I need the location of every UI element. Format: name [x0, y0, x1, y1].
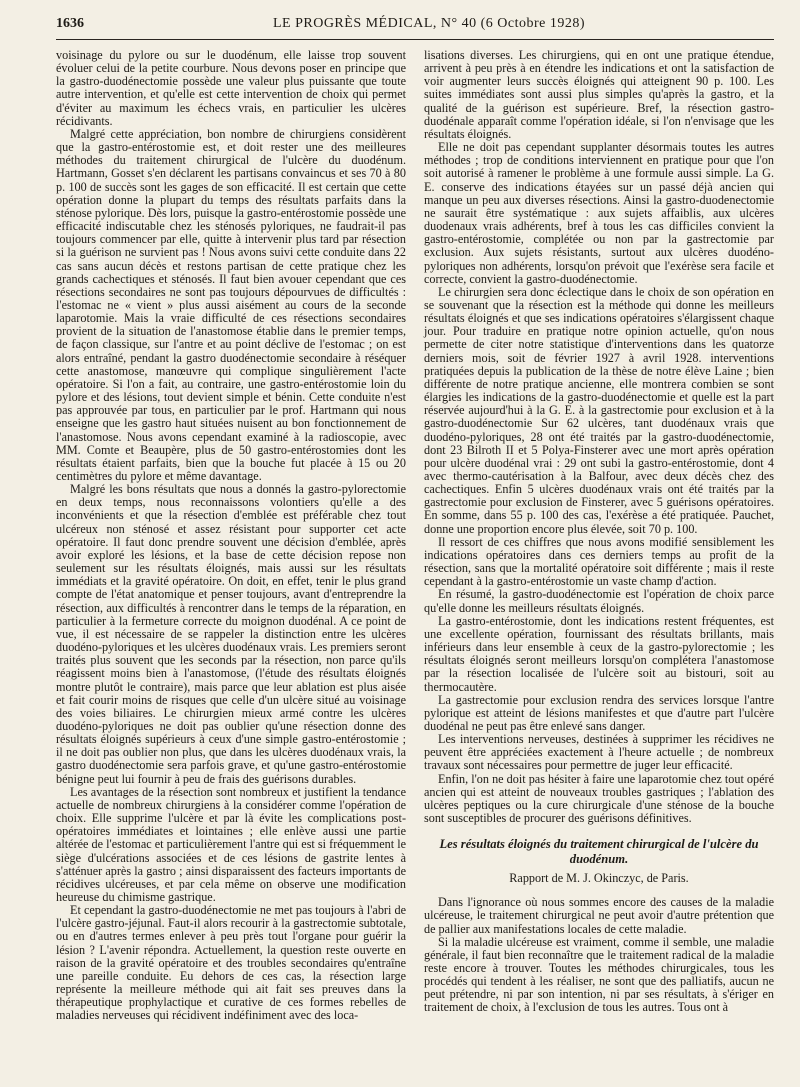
paragraph: Enfin, l'on ne doit pas hésiter à faire une laparotomie chez tout opéré ancien qui est atteint de nouveaux troubles gastriques ; l'ablation des ulcères peptiques ou la cure chirurgicale d'une sténose de la bouche sont susceptibles de procurer des guérisons définitives. [424, 771, 774, 826]
paragraph: Et cependant la gastro-duodénectomie ne met pas toujours à l'abri de l'ulcère gastro-jéjunal. Faut-il alors recourir à la gastrectomie subtotale, ou en d'autres termes enlever à peu près tout l'organe pour guérir la lésion ? L'avenir répondra. Actuellement, la question reste ouverte en raison de la gravité opératoire et des troubles secondaires qu'entraîne une pareille conduite. Eu dehors de ces cas, la résection large représente la meilleure méthode qui ait fait ses preuves dans la thérapeutique prophylactique et curative de ces formes rebelles de maladies nerveuses qui récidivent indéfiniment avec des loca- [56, 903, 406, 1023]
left-column [56, 49, 406, 1079]
section-author: Rapport de M. J. Okinczyc, de Paris. [509, 871, 689, 886]
paragraph: Dans l'ignorance où nous sommes encore des causes de la maladie ulcéreuse, le traitement chirurgical ne peut avoir d'autre prétention que de pallier aux manifestations locales de cette maladie. [424, 895, 774, 936]
paragraph: Les avantages de la résection sont nombreux et justifient la tendance actuelle de nombreux chirurgiens à la considérer comme l'opération de choix. Elle supprime l'ulcère et par là évite les complications post-opératoires immédiates et lointaines ; elle enlève aussi une partie altérée de l'estomac et particulièrement l'antre qui est si fréquemment le siège d'ulcérations associées et de ces lésions de gastrite lentes à s'atténuer après la gastro ; ainsi disparaissent des facteurs importants de récidives ulcéreuses, et par cela même on observe une modification heureuse du chimisme gastrique. [56, 784, 406, 904]
paragraph: La gastro-entérostomie, dont les indications restent fréquentes, est une excellente opération, fournissant des résultats brillants, mais inférieurs dans leur ensemble à ceux de la gastro-pylorectomie ; les résultats éloignés seront meilleurs lorsqu'on complétera l'anastomose par la résection localisée de l'ulcère soit au bistouri, soit au thermocautère. [424, 613, 774, 694]
paragraph: Elle ne doit pas cependant supplanter désormais toutes les autres méthodes ; trop de conditions interviennent en pratique pour que l'on soit autorisé à ramener le problème à une formule aussi simple. La G. E. conserve des indications étayées sur un passé déjà ancien qui manque un peu aux diverses résections. Ainsi la gastro-duodenectomie ne saurait être systématique : aux sujets affaiblis, aux ulcères duodenaux vrais adhérents, bref à tous les cas difficiles convient la gastro-entérostomie, complétée ou non par la gastrectomie par exclusion. Aux sujets résistants, surtout aux ulcères duodéno-pyloriques non adhérents, lorsqu'on prévoit que l'exérèse sera facile et correcte, convient la gastro-duodénectomie. [424, 140, 774, 286]
page-number: 1636 [56, 16, 84, 31]
paragraph: En résumé, la gastro-duodénectomie est l'opération de choix parce qu'elle donne les meilleurs résultats éloignés. [424, 587, 774, 615]
paragraph: Si la maladie ulcéreuse est vraiment, comme il semble, une maladie générale, il faut bien reconnaître que le traitement radical de la maladie reste encore à trouver. Toutes les méthodes chirurgicales, tous les procédés qui tendent à les réaliser, ne sont que des palliatifs, aucun ne peut prétendre, ni par son intention, ni par ses résultats, à s'ériger en traitement de choix, à l'exclusion de tous les autres. Tous ont à [424, 934, 774, 1015]
journal-title: LE PROGRÈS MÉDICAL, N° 40 (6 Octobre 1928) [272, 16, 586, 31]
paragraph: Les interventions nerveuses, destinées à supprimer les récidives ne peuvent être appréciées exactement à l'heure actuelle ; de nombreux travaux sont nécessaires pour permettre de juger leur efficacité. [424, 732, 774, 773]
paragraph: voisinage du pylore ou sur le duodénum, elle laisse trop souvent évoluer celui de la petite courbure. Nous devons poser en principe que la gastro-duodénectomie possède une valeur plus puissante que toute autre intervention, et qu'elle est cette intervention de choix qui permet d'éviter au maximum les échecs vrais, en particulier les ulcères récidivants. [56, 49, 406, 128]
paragraph: Il ressort de ces chiffres que nous avons modifié sensiblement les indications opératoires dans ces derniers temps au profit de la résection, sans que la mortalité opératoire soit différente ; mais il reste cependant à la gastro-entérostomie un vaste champ d'action. [424, 534, 774, 589]
text-columns [56, 49, 774, 1079]
running-header [56, 16, 774, 36]
paragraph: Malgré les bons résultats que nous a donnés la gastro-pylorectomie en deux temps, nous reconnaissons volontiers qu'elle a des inconvénients et que la résection d'emblée est préférable chez tout ulcéreux non sténosé et assez résistant pour supporter cet acte opératoire. Il faut donc prendre souvent une décision d'emblée, après avoir exploré les lésions, et la base de cette décision repose non seulement sur les résultats éloignés, mais aussi sur les résultats immédiats et la gravité opératoire. On doit, en effet, tenir le plus grand compte de l'état anatomique et penser toujours, avant d'entreprendre la résection, aux difficultés à rencontrer dans le temps de la réparation, en particulier à la fermeture correcte du moignon duodénal. A ce point de vue, il est nécessaire de se rappeler la distinction entre les ulcères duodéno-pyloriques et les ulcères duodénaux vrais. Les premiers seront traités plus souvent que les seconds par la résection, non parce qu'ils réagissent moins bien à l'anastomose, (l'étude des résultats éloignés montre plutôt le contraire), mais parce que leur ablation est plus aisée et fait courir moins de risques que celle d'un ulcère situé au voisinage des voies biliaires. Le chirurgien mieux armé contre les ulcères duodéno-pyloriques ne doit pas oublier qu'une résection donne des résultats éloignés supérieurs à ceux d'une simple gastro-entérostomie ; il ne doit pas oublier non plus, que dans les ulcères duodénaux vrais, la gastro duodénectomie sera parfois grave, et qu'une gastro-entérostomie bénigne peut lui fournir à peu de frais des guérisons durables. [56, 482, 406, 786]
right-column [424, 49, 774, 1079]
paragraph: La gastrectomie pour exclusion rendra des services lorsque l'antre pylorique est atteint de lésions manifestes et que d'autre part l'ulcère duodénal ne peut pas être enlevé sans danger. [424, 692, 774, 733]
header-rule [56, 39, 774, 40]
paragraph: lisations diverses. Les chirurgiens, qui en ont une pratique étendue, arrivent à peu près à en étendre les indications et ont la satisfaction de voir augmenter leurs succès éloignés qui atteignent 90 p. 100. Les suites immédiates sont aussi plus simples qu'après la gastro, et la qualité de la guérison est supérieure. Bref, la résection gastro-duodénale apparaît comme l'opération idéale, si l'on n'envisage que les résultats éloignés. [424, 49, 774, 141]
paragraph: Le chirurgien sera donc éclectique dans le choix de son opération en se souvenant que la résection est la méthode qui donne les meilleurs résultats éloignés et que ses indications opératoires s'élargissent chaque jour. Pour traduire en pratique notre opinion actuelle, qu'on nous permette de citer notre statistique d'interventions dans les quatorze derniers mois, soit de février 1927 à avril 1928. interventions pratiquées depuis la publication de la thèse de notre élève Laine ; bien différente de notre pratique ancienne, elle montrera combien se sont élargies les indications de la gastro-duodénectomie et quelle est la part réservée aujourd'hui à la G. E. à la gastrectomie pour exclusion et à la gastro-duodénectomie Sur 62 ulcères, tant duodénaux vrais que duodéno-pyloriques, 28 ont été traités par la gastro-duodénectomie, dont 23 Bilroth II et 5 Polya-Finsterer avec une mort après opération pour ulcère duodénal vrai : 29 ont subi la gastro-entérostomie, dont 4 avec thermo-cautérisation à la Balfour, avec deux décès chez des cachectiques. Enfin 5 ulcères duodénaux vrais ont été traités par la gastrectomie pour exclusion de Finsterer, avec 5 guérisons opératoires. En somme, dans 55 p. 100 des cas, l'exérèse a été pratiquée. Pauchet, donne une proportion encore plus élevée, soit 70 p. 100. [424, 284, 774, 536]
section-title: Les résultats éloignés du traitement chirurgical de l'ulcère du duodénum. [439, 837, 759, 867]
paragraph: Malgré cette appréciation, bon nombre de chirurgiens considèrent que la gastro-entérostomie est, et doit rester une des meilleures méthodes du traitement chirurgical de l'ulcère du duodénum. Hartmann, Gosset s'en déclarent les partisans convaincus et ses 70 à 80 p. 100 de succès sont les gages de son efficacité. Il est certain que cette opération donne la plupart du temps des résultats parfaits dans la sténose pylorique. Dès lors, puisque la gastro-entérostomie possède une efficacité indiscutable chez les sténosés pyloriques, ne faudrait-il pas toujours commencer par elle, quitte à intervenir plus tard par résection si la guérison ne survient pas ! Nous avons suivi cette conduite dans 22 cas sans aucun décès et restons partisan de cette pratique chez les grands cachectiques et sténosés. Il faut bien avouer cependant que ces résections secondaires ne sont pas toujours dépourvues de difficultés : l'estomac ne « vient » plus aussi aisément au cours de la seconde laparotomie. Mais la vraie difficulté de ces résections secondaires provient de la situation de l'anastomose établie dans le premier temps, de façon classique, sur l'antre et au point déclive de l'estomac ; on est alors entraîné, pendant la gastro duodénectomie secondaire à réséquer cette anastomose, manœuvre qui complique singulièrement l'acte opératoire. Si l'on a fait, au contraire, une gastro-entérostomie loin du pylore et des lésions, tout devient simple et bénin. Cette conduite n'est pas approuvée par tous, en particulier par le prof. Hartmann qui nous enseigne que les gastro haut situées nuisent au bon fonctionnement de l'anastomose. Nous avons cependant examiné à la radioscopie, avec MM. Comte et Beaupère, plus de 50 gastro-entérostomies dont les résultats étaient parfaits, bien que la bouche fut placée à 15 ou 20 centimètres du pylore et même davantage. [56, 126, 406, 483]
